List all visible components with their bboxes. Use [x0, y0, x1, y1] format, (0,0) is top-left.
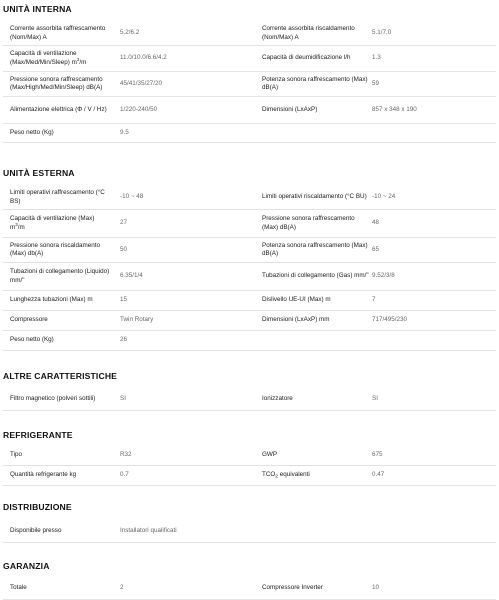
spec-value: 1.3	[372, 54, 381, 62]
spec-label: Ionizzatore	[262, 394, 293, 402]
spec-row	[3, 577, 496, 600]
spec-value: -10 ~ 48	[120, 193, 144, 201]
spec-value: 6.35/1/4	[120, 272, 143, 280]
spec-label-part: Capacità di ventilazione (Max/Med/Min/Sleep) m	[10, 50, 77, 66]
spec-row	[3, 72, 496, 97]
spec-value: 5.1/7.0	[372, 29, 392, 37]
spec-label: GWP	[262, 451, 278, 459]
spec-label	[10, 46, 110, 71]
spec-value: 2	[120, 583, 124, 591]
spec-value: SI	[120, 394, 126, 402]
spec-label-part: TCO	[262, 471, 276, 479]
subscript: 2	[275, 474, 278, 480]
spec-row	[3, 520, 496, 543]
spec-value: -10 ~ 24	[372, 193, 396, 201]
spec-value: 9.52/3/8	[372, 272, 395, 280]
spec-label: Corrente assorbita raffrescamento (Nom/Max) A	[10, 25, 106, 41]
spec-label: Limiti operativi riscaldamento (°C BU)	[262, 193, 367, 201]
spec-value: 0.7	[120, 471, 129, 479]
spec-label-text	[10, 50, 110, 66]
section-title-distribuzione: DISTRIBUZIONE	[3, 502, 72, 512]
spec-value: 10	[372, 583, 380, 591]
spec-label: Capacità di deumidificazione l/h	[262, 54, 351, 62]
spec-label-part: Capacità di ventilazione (Max) m	[10, 215, 95, 231]
spec-row	[3, 446, 496, 466]
spec-value: 1/220-240/50	[120, 105, 158, 113]
spec-row	[3, 22, 496, 46]
spec-label: Tubazioni di collegamento (Liquido) mm/"	[10, 268, 110, 284]
spec-row	[3, 186, 496, 210]
spec-value: Twin Rotary	[120, 316, 154, 324]
spec-label: Limiti operativi raffrescamento (°C BS)	[10, 189, 105, 205]
spec-label: Corrente assorbita riscaldamento (Nom/Max) A	[262, 25, 355, 41]
spec-label: Dislivello UE-UI (Max) m	[262, 296, 331, 304]
spec-label: Compressore	[10, 316, 48, 324]
spec-row	[3, 238, 496, 263]
spec-value: R32	[120, 451, 132, 459]
spec-label: Peso netto (Kg)	[10, 336, 54, 344]
spec-value: 675	[372, 451, 383, 459]
spec-row	[3, 263, 496, 291]
spec-label: Disponibile presso	[10, 526, 62, 534]
spec-value: 5.2/6.2	[120, 29, 140, 37]
superscript: 3	[76, 56, 80, 62]
spec-label-part: equivalenti	[277, 471, 310, 479]
spec-value: Installatori qualificati	[120, 526, 177, 534]
spec-row	[3, 311, 496, 331]
spec-label-text	[262, 471, 310, 479]
section-title-refrigerante: REFRIGERANTE	[3, 430, 73, 440]
spec-row	[3, 291, 496, 311]
spec-value: 857 x 348 x 190	[372, 105, 417, 113]
spec-value: 59	[372, 79, 380, 87]
section-title-unita-esterna: UNITÀ ESTERNA	[3, 168, 75, 178]
spec-label	[262, 466, 370, 485]
spec-label: Dimensioni (LxAxP)	[262, 105, 318, 113]
spec-label-text	[10, 215, 106, 231]
spec-label: Alimentazione elettrica (Φ / V / Hz)	[10, 105, 107, 113]
section-title-garanzia: GARANZIA	[3, 561, 50, 571]
spec-label: Compressore Inverter	[262, 583, 323, 591]
spec-value: 48	[372, 219, 380, 227]
spec-row	[3, 97, 496, 124]
spec-value: 717/495/230	[372, 316, 408, 324]
spec-label-part: /m	[79, 58, 87, 66]
spec-value: 50	[120, 245, 128, 253]
spec-row	[3, 46, 496, 72]
spec-row	[3, 124, 496, 143]
spec-label: Pressione sonora raffrescamento (Max) dB(A)	[262, 215, 355, 231]
spec-value: 45/41/35/27/20	[120, 79, 163, 87]
spec-label: Pressione sonora raffrescamento (Max/High/Med/Min/Sleep) dB(A)	[10, 75, 103, 91]
spec-value: 7	[372, 296, 376, 304]
spec-label: Potenza sonora raffrescamento (Max) dB(A)	[262, 75, 368, 91]
spec-label: Totale	[10, 583, 27, 591]
spec-label: Filtro magnetico (polveri sottili)	[10, 394, 96, 402]
spec-value: SI	[372, 394, 378, 402]
spec-value: 15	[120, 296, 128, 304]
spec-row	[3, 331, 496, 351]
spec-label: Quantità refrigerante kg	[10, 471, 77, 479]
spec-row	[3, 466, 496, 486]
spec-value: 65	[372, 245, 380, 253]
spec-label: Peso netto (Kg)	[10, 128, 54, 136]
spec-label	[10, 210, 106, 237]
spec-label: Lunghezza tubazioni (Max) m	[10, 296, 93, 304]
spec-label-part: /m	[17, 223, 25, 231]
spec-label: Tipo	[10, 451, 23, 459]
spec-row	[3, 388, 496, 411]
spec-value: 26	[120, 336, 128, 344]
section-title-unita-interna: UNITÀ INTERNA	[3, 4, 72, 14]
spec-value: 27	[120, 219, 128, 227]
spec-label: Pressione sonora riscaldamento (Max) db(A)	[10, 241, 100, 257]
spec-row	[3, 210, 496, 238]
spec-label: Tubazioni di collegamento (Gas) mm/"	[262, 272, 369, 280]
spec-label: Potenza sonora raffrescamento (Max) dB(A)	[262, 241, 368, 257]
spec-value: 0.47	[372, 471, 385, 479]
superscript: 3	[15, 221, 18, 227]
spec-value: 9.5	[120, 128, 129, 136]
spec-value: 11.0/10.0/6.6/4.2	[120, 54, 167, 62]
section-title-altre-caratteristiche: ALTRE CARATTERISTICHE	[3, 371, 118, 381]
spec-label: Dimensioni (LxAxP) mm	[262, 316, 330, 324]
